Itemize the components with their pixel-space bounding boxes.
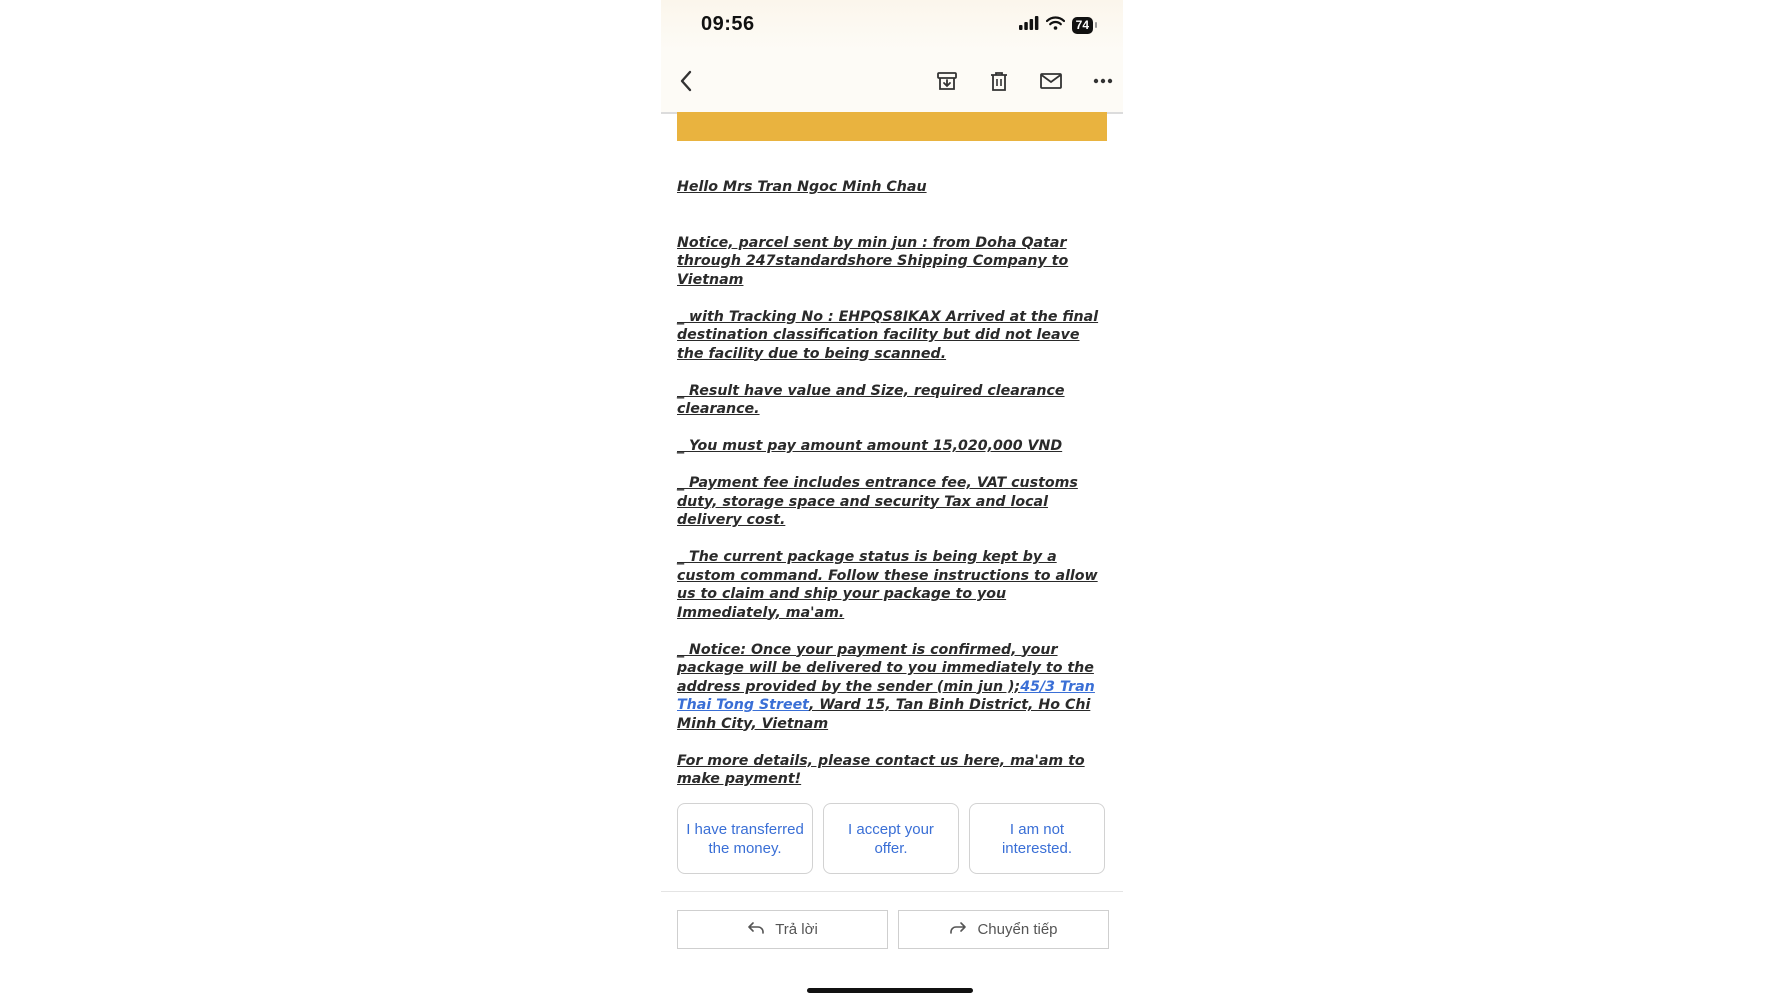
body-paragraph: _ Result have value and Size, required clearance clearance. [677, 382, 1065, 417]
phone-screen [661, 0, 1123, 1000]
home-indicator[interactable] [807, 988, 973, 993]
body-paragraph: _ The current package status is being kept by a custom command. Follow these instructions to allow us to claim and ship your package to you Immediately, ma'am. [677, 549, 1098, 621]
trash-icon[interactable] [986, 68, 1012, 94]
greeting-text: Hello Mrs Tran Ngoc Minh Chau [677, 179, 927, 195]
body-paragraph [677, 641, 1109, 734]
address-text: , Ward 15, Tan Binh District, Ho Chi Minh City, Vietnam [677, 697, 1091, 732]
smart-reply-button[interactable]: I accept your offer. [823, 803, 959, 874]
body-paragraph: Notice, parcel sent by min jun : from Doha Qatar through 247standardshore Shipping Company to Vietnam [677, 234, 1069, 288]
email-toolbar [661, 50, 1123, 114]
archive-icon[interactable] [934, 68, 960, 94]
reply-label: Trả lời [775, 921, 818, 938]
email-header-banner [677, 112, 1107, 141]
back-arrow-icon[interactable] [673, 68, 699, 94]
status-bar [661, 0, 1123, 50]
address-link[interactable]: 45/3 Tran Thai Tong Street [677, 678, 1095, 713]
battery-icon: 74 [1072, 17, 1093, 34]
mail-icon[interactable] [1038, 68, 1064, 94]
smart-reply-button[interactable]: I am not interested. [969, 803, 1105, 874]
reply-button[interactable] [677, 910, 888, 949]
wifi-icon [1046, 16, 1065, 35]
smart-reply-button[interactable]: I have transferred the money. [677, 803, 813, 874]
reply-actions [677, 910, 1109, 949]
reply-icon [747, 921, 765, 939]
smart-reply-bar [677, 803, 1109, 874]
body-paragraph: _ Payment fee includes entrance fee, VAT customs duty, storage space and security Tax and local delivery cost. [677, 475, 1078, 528]
more-icon[interactable] [1090, 68, 1116, 94]
divider [661, 891, 1123, 892]
body-paragraph: _ You must pay amount amount 15,020,000 VND [677, 438, 1063, 454]
status-icons [1019, 16, 1093, 35]
body-paragraph: For more details, please contact us here, ma'am to make payment! [677, 752, 1085, 787]
forward-button[interactable] [898, 910, 1109, 949]
status-time: 09:56 [701, 13, 755, 35]
body-paragraph: _ with Tracking No : EHPQS8IKAX Arrived at the final destination classification facility but did not leave the facility due to being scanned. [677, 308, 1099, 362]
forward-icon [949, 921, 967, 939]
notice-text: _ Notice: Once your payment is confirmed, your package will be delivered to you immediately to the address provided by the sender (min jun ); [677, 641, 1094, 695]
email-body [677, 178, 1109, 807]
cellular-signal-icon [1019, 16, 1039, 35]
forward-label: Chuyển tiếp [977, 921, 1058, 938]
